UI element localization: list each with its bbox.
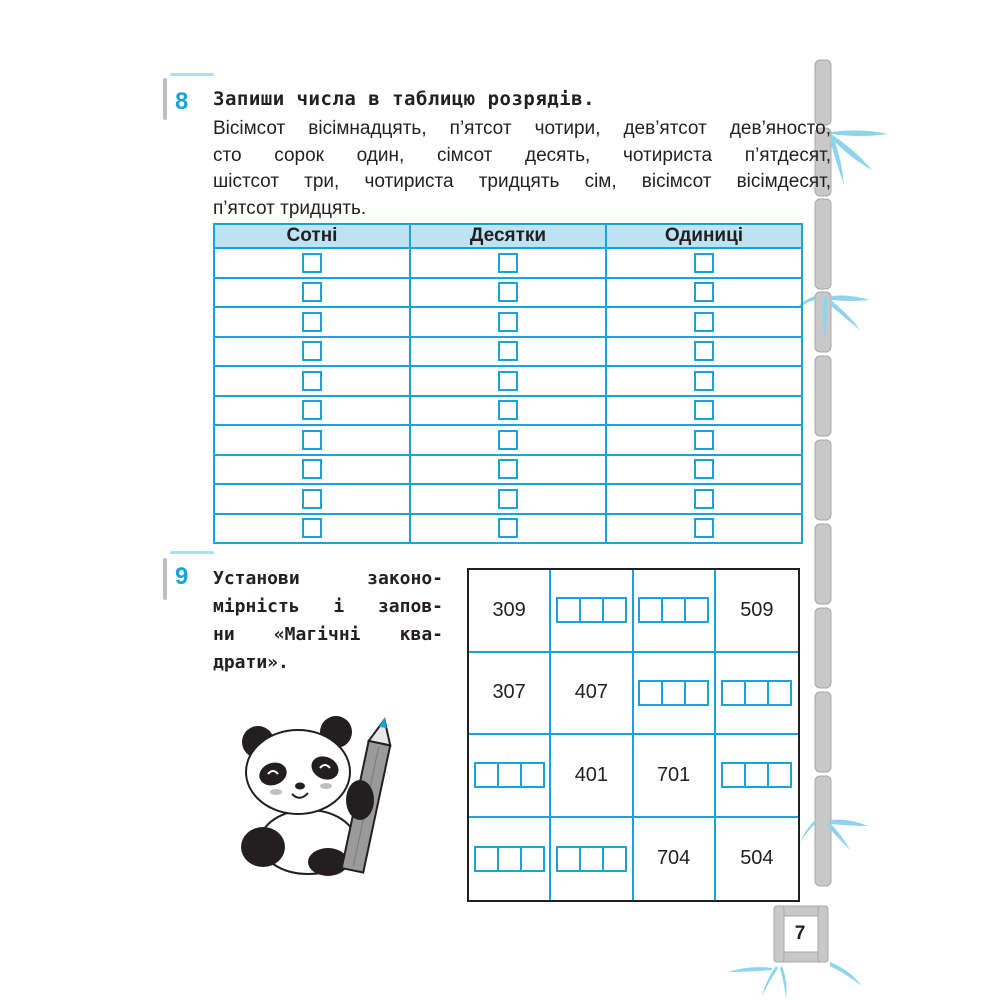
magic-square-cell [634, 818, 716, 901]
place-value-row [214, 366, 802, 396]
task-8-title: Запиши числа в таблицю розрядів. [213, 88, 596, 110]
magic-square-cell [551, 570, 633, 653]
digit-slot[interactable] [581, 848, 604, 870]
place-value-cell [214, 248, 410, 278]
place-value-cell [410, 514, 606, 544]
place-value-cell [214, 307, 410, 337]
magic-square-grid [467, 568, 800, 902]
digit-box[interactable] [694, 253, 714, 273]
three-digit-answer-box[interactable] [474, 762, 545, 788]
digit-slot[interactable] [663, 599, 686, 621]
place-value-cell [410, 366, 606, 396]
digit-box[interactable] [694, 400, 714, 420]
place-value-cell [606, 425, 802, 455]
magic-square-number: 401 [574, 763, 609, 786]
magic-square-cell [469, 653, 551, 736]
place-value-row [214, 278, 802, 308]
task-9-marker-dash [170, 551, 214, 554]
digit-box[interactable] [694, 282, 714, 302]
task-9-line: мірність і запов- [213, 596, 443, 617]
digit-box[interactable] [498, 430, 518, 450]
place-value-cell [214, 337, 410, 367]
place-value-row [214, 484, 802, 514]
magic-square-number: 704 [656, 847, 691, 870]
digit-box[interactable] [694, 371, 714, 391]
place-value-row [214, 337, 802, 367]
digit-box[interactable] [498, 489, 518, 509]
place-value-cell [214, 366, 410, 396]
digit-slot[interactable] [558, 599, 581, 621]
digit-slot[interactable] [499, 764, 522, 786]
digit-slot[interactable] [663, 682, 686, 704]
task-9-line: Установи законо- [213, 568, 443, 589]
magic-square-cell [551, 735, 633, 818]
digit-slot[interactable] [723, 764, 746, 786]
place-value-cell [214, 278, 410, 308]
digit-box[interactable] [498, 400, 518, 420]
magic-square-number: 307 [492, 681, 526, 704]
task-8-line: шістсот три, чотириста тридцять сім, вісімсот вісімдесят, [213, 171, 831, 192]
digit-slot[interactable] [746, 764, 769, 786]
task-9-marker-bar [163, 558, 167, 600]
digit-box[interactable] [498, 312, 518, 332]
place-value-row [214, 248, 802, 278]
page-number: 7 [794, 923, 806, 944]
place-value-row [214, 514, 802, 544]
digit-slot[interactable] [581, 599, 604, 621]
digit-box[interactable] [498, 371, 518, 391]
digit-box[interactable] [302, 518, 322, 538]
task-8-number: 8 [175, 88, 189, 115]
digit-box[interactable] [302, 430, 322, 450]
panda-illustration [228, 712, 398, 882]
place-value-cell [606, 455, 802, 485]
place-value-cell [410, 278, 606, 308]
digit-box[interactable] [302, 489, 322, 509]
digit-box[interactable] [694, 312, 714, 332]
digit-box[interactable] [302, 341, 322, 361]
task-8-marker-dash [170, 73, 214, 76]
header-ones: Одиниці [606, 224, 802, 248]
place-value-cell [606, 366, 802, 396]
digit-slot[interactable] [499, 848, 522, 870]
magic-square-number: 504 [740, 847, 774, 870]
digit-slot[interactable] [522, 764, 543, 786]
digit-slot[interactable] [640, 682, 663, 704]
digit-box[interactable] [498, 459, 518, 479]
place-value-row [214, 455, 802, 485]
digit-box[interactable] [498, 253, 518, 273]
magic-square-cell [716, 735, 798, 818]
digit-box[interactable] [694, 430, 714, 450]
place-value-cell [410, 307, 606, 337]
magic-square-cell [551, 818, 633, 901]
place-value-row [214, 396, 802, 426]
task-9-line: драти». [213, 652, 289, 673]
magic-square-cell [716, 653, 798, 736]
three-digit-answer-box[interactable] [638, 597, 709, 623]
digit-box[interactable] [694, 459, 714, 479]
digit-slot[interactable] [686, 682, 707, 704]
digit-slot[interactable] [723, 682, 746, 704]
task-9-line: ни «Магічні ква- [213, 624, 443, 645]
magic-square-number: 407 [574, 681, 609, 704]
three-digit-answer-box[interactable] [721, 762, 792, 788]
place-value-cell [410, 396, 606, 426]
place-value-cell [606, 337, 802, 367]
digit-box[interactable] [302, 459, 322, 479]
task-9-text [213, 565, 443, 677]
place-value-cell [410, 248, 606, 278]
place-value-rows [214, 248, 802, 543]
place-value-cell [214, 455, 410, 485]
place-value-cell [214, 425, 410, 455]
digit-slot[interactable] [558, 848, 581, 870]
digit-slot[interactable] [604, 848, 625, 870]
digit-box[interactable] [302, 312, 322, 332]
digit-box[interactable] [694, 489, 714, 509]
place-value-cell [214, 484, 410, 514]
digit-box[interactable] [498, 282, 518, 302]
digit-slot[interactable] [476, 764, 499, 786]
place-value-cell [410, 425, 606, 455]
digit-slot[interactable] [640, 599, 663, 621]
magic-square-cell [716, 570, 798, 653]
place-value-cell [214, 514, 410, 544]
task-8-line: п’ятсот тридцять. [213, 197, 367, 219]
digit-box[interactable] [498, 518, 518, 538]
three-digit-answer-box[interactable] [474, 846, 545, 872]
place-value-row [214, 425, 802, 455]
place-value-cell [214, 396, 410, 426]
magic-square-cell [469, 735, 551, 818]
place-value-cell [410, 484, 606, 514]
place-value-cell [606, 278, 802, 308]
magic-square-cell [634, 735, 716, 818]
three-digit-answer-box[interactable] [721, 680, 792, 706]
three-digit-answer-box[interactable] [556, 597, 627, 623]
place-value-cell [606, 396, 802, 426]
digit-slot[interactable] [604, 599, 625, 621]
digit-slot[interactable] [769, 682, 790, 704]
place-value-cell [606, 514, 802, 544]
header-hundreds: Сотні [214, 224, 410, 248]
task-8-text [213, 116, 831, 222]
magic-square-cell [634, 570, 716, 653]
digit-box[interactable] [498, 341, 518, 361]
magic-square-number: 309 [492, 598, 526, 621]
digit-slot[interactable] [769, 764, 790, 786]
place-value-table [213, 223, 803, 544]
digit-box[interactable] [302, 371, 322, 391]
place-value-row [214, 307, 802, 337]
digit-slot[interactable] [686, 599, 707, 621]
digit-slot[interactable] [476, 848, 499, 870]
magic-square-number: 509 [740, 598, 774, 621]
three-digit-answer-box[interactable] [638, 680, 709, 706]
place-value-cell [606, 248, 802, 278]
task-9-number: 9 [175, 563, 189, 590]
digit-box[interactable] [694, 341, 714, 361]
digit-box[interactable] [302, 253, 322, 273]
place-value-cell [606, 307, 802, 337]
magic-square-cell [469, 570, 551, 653]
digit-slot[interactable] [522, 848, 543, 870]
magic-square-cell [634, 653, 716, 736]
digit-box[interactable] [694, 518, 714, 538]
digit-box[interactable] [302, 282, 322, 302]
three-digit-answer-box[interactable] [556, 846, 627, 872]
digit-box[interactable] [302, 400, 322, 420]
task-8-line: Вісімсот вісімнадцять, п’ятсот чотири, дев’ятсот дев’яносто, [213, 118, 831, 139]
place-value-cell [410, 337, 606, 367]
digit-slot[interactable] [746, 682, 769, 704]
header-tens: Десятки [410, 224, 606, 248]
magic-square-cell [716, 818, 798, 901]
task-8-marker-bar [163, 78, 167, 120]
place-value-cell [606, 484, 802, 514]
magic-square-cell [469, 818, 551, 901]
place-value-cell [410, 455, 606, 485]
task-8-line: сто сорок один, сімсот десять, чотириста п’ятдесят, [213, 144, 831, 166]
magic-square-cell [551, 653, 633, 736]
magic-square-number: 701 [656, 763, 691, 786]
